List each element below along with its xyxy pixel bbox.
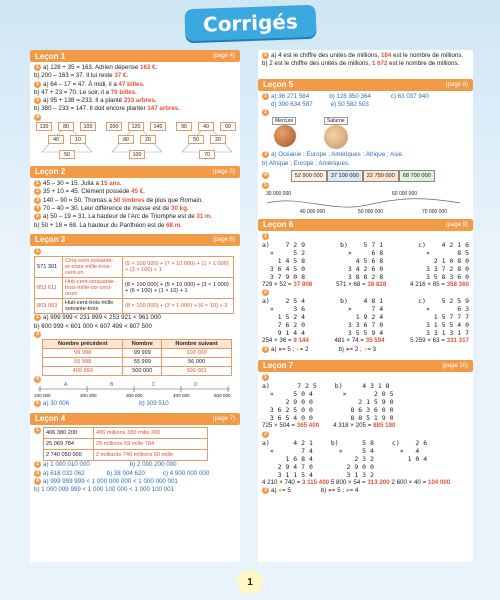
lemon-icon: ● [278,487,282,495]
lecon-4-continued: 5 a) 4 est le chiffre des unités de millions, 184 est le nombre de millions. b) 2 est le chiffre des unités de millions, 1 672 est le nombre de millions. [262,52,464,68]
planets: Mercure Saturne [262,117,469,151]
left-column [30,50,240,562]
lecon-5-body: 1 a) 36 271 584 b) 128 950 364 c) 63 037 940 d) 300 634 587 e) 50 582 503 2 Mercure Saturne 3 a) Océanie ; Europe ; Amériques ; Afrique ; Asie. b) Afrique ; Europe ; Amériques. 4 52 900 000 37 100 000 22 750 000 68 700 000 5 30 000 000 60 000 000 40 000 000 50 000 000 70 000 000 [258,91,473,219]
lecon-5-header: Leçon 5 (page 8) [258,79,473,91]
multiplication-a: a) 7 2 9 × 5 2 1 4 5 8 3 6 4 5 0 3 7 9 0 8 [262,240,306,281]
lecon-4-body: 1 406 380 200 406 millions 380 mille 200 25 069 784 25 millions 69 mille 784 2 740 050 000 2 milliards 740 millions 50 mille 2 a) 1 000 010 000 b) 2 000 200 000 3 a) 618 032 062 b) 38 004 620 c) 4 900 000 000 4 a) 999 999 999 < 1 000 000 000 < 1 000 000 001 b) 1 000 099 999 < 1 000 100 000 < 1 000 100 001 [34,426,210,494]
decomposition-table: 571 301 Cinq-cent-soixante-et-onze-mille-trois-cent-un (5 × 100 000) + (7 × 10 000) + (1 × 1 000) + (3 × 100) + 1 853 611 Huit-cent-cinquante-trois-mille-six-cent-onze (8 × 100 000) + (5 × 10 000) + (3 × 1 000) + (6 × 100) + (1 × 10) + 1 803 063 Huit-cent-trois-mille soixante-trois (8 × 100 000) + (3 × 1 000) + (6 × 10) + 3 [34,256,234,314]
title-banner [0,0,500,46]
neighbors-table: Nombre précédent Nombre Nombre suivant 99 998 99 999 100 000 55 998 55 999 56 000 499 999 500 000 500 001 [42,339,232,376]
lecon-3-header: Leçon 3 (page 6) [30,234,240,246]
lecon-4-header: Leçon 4 (page 7) [30,413,240,425]
multiplication-7d: b) 5 8 × 5 4 2 3 2 2 9 0 0 3 1 3 2 [330,438,374,479]
page-number: 1 [237,570,263,594]
lecon-6-header: Leçon 6 (page 9) [258,219,473,231]
page-title: Corrigés [184,5,316,42]
lecon-6-body: 1 a) 7 2 9 × 5 2 1 4 5 8 3 6 4 5 0 3 7 9 0 8 b) 5 7 1 × 6 8 4 5 6 8 3 4 2 6 0 3 8 8 2 8 c) 4 2 1 6 × 8 5 2 1 0 8 0 3 3 7 2 8 0 3 5 8 3 6 0 729 × 52 = 37 908 571 × 68 = 38 828 4 216 × 85 = 358 360 2 a) 2 5 4 × 3 6 1 5 2 4 7 6 2 0 9 1 4 4 b) 4 8 1 × 7 4 1 9 2 4 3 3 6 7 0 3 5 5 9 4 c) 5 2 5 9 × 6 3 1 5 7 7 7 3 1 5 5 4 0 3 3 1 3 1 7 254 × 36 = 9 144 481 × 74 = 35 594 5 259 × 63 = 331 317 3 a) ●= 5 ; ◗= 2 b) ●= 2 ; ◗= 3 [262,232,469,353]
banana-icon: ◗ [295,345,300,353]
lecon-2-header: Leçon 2 (page 5) [30,166,240,178]
multiplication-d: a) 2 5 4 × 3 6 1 5 2 4 7 6 2 0 9 1 4 4 [262,297,306,338]
lecon-2-body: 1 45 – 30 = 15. Julia a 15 ans. 2 35 + 10 = 45. Clément possède 45 €. 3 140 – 90 = 50. Thomas a 50 timbres de plus que Romain. 4 70 – 40 = 30. Leur différence de masse est de 30 kg. 5 a) 50 – 19 = 31. La hauteur de l'Arc de Triomphe est de 31 m. b) 50 + 18 = 68. La hauteur du Panthéon est de 68 m. [34,179,213,229]
multiplication-7b: b) 4 3 1 8 × 2 0 5 2 1 5 9 0 8 6 3 6 0 0 8 8 5 1 9 0 [334,382,394,423]
lecon-7-header: Leçon 7 (page 10) [258,360,473,372]
lecon-7-body: 1 a) 7 2 5 × 5 0 4 2 9 0 0 3 6 2 5 0 0 3 6 5 4 0 0 b) 4 3 1 8 × 2 0 5 2 1 5 9 0 8 6 3 6 0 0 8 8 5 1 9 0 725 × 504 = 365 400 4 318 × 205 = 885 190 2 a) 4 2 1 × 7 4 1 6 8 4 2 9 4 7 0 3 1 1 5 4 b) 5 8 × 5 4 2 3 2 2 9 0 0 3 1 3 2 c) 2 6 × 4 1 0 4 4 210 × 740 = 3 115 400 5 800 × 54 = 313 200 2 600 × 40 = 104 000 3 a) ●= 5 b) ●= 5 ; ●= 4 [262,373,451,495]
apple-icon: ● [278,345,282,353]
right-column [258,50,473,562]
multiplication-7c: a) 4 2 1 × 7 4 1 6 8 4 2 9 4 7 0 3 1 1 5 4 [262,438,313,479]
number-line: A B C D 100 000 200 000 300 000 400 000 500 000 [34,382,231,399]
lecon-1-body: 1 a) 128 + 35 = 163. Adrien dépense 163 €. b) 200 – 163 = 37. Il lui reste 37 €. 2 a) 64 – 17 = 47. À midi, il a 47 billes. b) 47 + 23 = 70. Le soir, il a 70 billes. 3 a) 95 + 138 = 233. Il a planté 233 arbres. b) 380 – 233 = 147. Il doit encore planter 147 arbres. 4 130 80 100 40 10 50 200 120 140 80 20 100 90 40 60 50 20 70 [30,62,240,164]
multiplication-e: b) 4 8 1 × 7 4 1 9 2 4 3 3 6 7 0 3 5 5 9 4 [340,297,384,338]
triangle-2: 200 120 140 80 20 100 [106,122,168,162]
number-triangles [34,122,236,162]
multiplication-f: c) 5 2 5 9 × 6 3 1 5 7 7 7 3 1 5 5 4 0 3 3 1 3 1 7 [418,297,469,338]
multiplication-7a: a) 7 2 5 × 5 0 4 2 9 0 0 3 6 2 5 0 0 3 6 5 4 0 0 [262,382,317,423]
orange-icon: ● [345,487,350,495]
curved-number-line: 30 000 000 60 000 000 40 000 000 50 000 000 70 000 000 [262,191,469,217]
multiplication-b: b) 5 7 1 × 6 8 4 5 6 8 3 4 2 6 0 3 8 8 2 8 [340,240,384,281]
apple-icon: ● [345,345,350,353]
triangle-3: 90 40 60 50 20 70 [176,122,238,162]
mercure-planet-icon [274,125,296,147]
apple-icon: ● [328,487,332,495]
lecon-3-body: 1 571 301 Cinq-cent-soixante-et-onze-mille-trois-cent-un (5 × 100 000) + (7 × 10 000) + (1 × 1 000) + (3 × 100) + 1 853 611 Huit-cent-cinquante-trois-mille-six-cent-onze (8 × 100 000) + (5 × 10 000) + (3 × 1 000) + (6 × 100) + (1 × 10) + 1 803 063 Huit-cent-trois-mille soixante-trois (8 × 100 000) + (3 × 1 000) + (6 × 10) + 3 2 a) 999 999 < 231 999 < 253 921 < 961 000 b) 600 999 < 601 000 < 607 499 < 607 500 3 Nombre précédent Nombre Nombre suivant 99 998 99 999 100 000 55 998 55 999 56 000 499 999 500 000 500 001 4 A B C D 100 000 200 000 300 000 400 000 500 000 5 a) 30 006 b) 309 510 [30,246,240,411]
saturne-planet-icon [324,125,348,149]
millions-table: 406 380 200 406 millions 380 mille 200 25 069 784 25 millions 69 mille 784 2 740 050 000 2 milliards 740 millions 50 mille [43,427,208,462]
triangle-1: 130 80 100 40 10 50 [36,122,98,162]
multiplication-7e: c) 2 6 × 4 1 0 4 [391,438,428,463]
lecon-1-header: Leçon 1 (page 4) [30,50,240,62]
multiplication-c: c) 4 2 1 6 × 8 5 2 1 0 8 0 3 3 7 2 8 0 3 5 8 3 6 0 [418,240,469,281]
banana-icon: ◗ [363,345,368,353]
